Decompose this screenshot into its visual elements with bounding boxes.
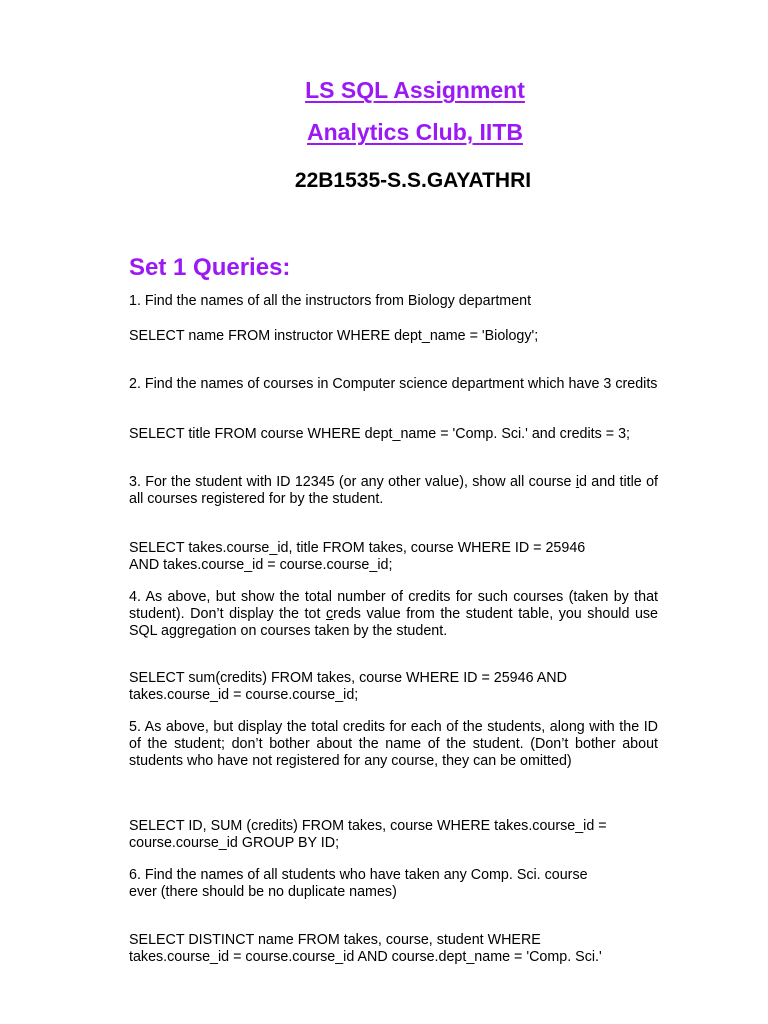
sql-5-line-1: SELECT ID, SUM (credits) FROM takes, course WHERE takes.course_id = [129,818,607,834]
question-5: 5. As above, but display the total credits for each of the students, along with the ID of the student; don’t bother about the name of the student. (Don’t bother about students who have not registered for any course, they can be omitted) [129,719,658,769]
question-3-underlined: i [575,474,580,490]
sql-2: SELECT title FROM course WHERE dept_name = 'Comp. Sci.' and credits = 3; [129,426,631,442]
sql-4-line-2: takes.course_id = course.course_id; [129,687,359,703]
section-heading: Set 1 Queries: [129,254,291,281]
sql-6-line-2: takes.course_id = course.course_id AND course.dept_name = 'Comp. Sci.' [129,949,602,965]
question-4-text-a: 4. As above, but show the total number of credits for such courses (taken by that student). Don’t display the tot [129,589,658,622]
question-6-line-1: 6. Find the names of all students who have taken any Comp. Sci. course [129,867,588,883]
author-line: 22B1535-S.S.GAYATHRI [294,169,532,192]
question-4-text-b: reds value from the student table, you should use SQL aggregation on courses taken by the student. [129,606,659,639]
question-3 [129,474,658,508]
question-6-line-2: ever (there should be no duplicate names) [129,884,397,900]
sql-6-line-1: SELECT DISTINCT name FROM takes, course, student WHERE [129,932,541,948]
document-subtitle: Analytics Club, IITB [307,119,523,145]
question-1: 1. Find the names of all the instructors from Biology department [129,293,532,309]
question-3-text-a: 3. For the student with ID 12345 (or any other value), show all course [129,474,576,490]
sql-3-line-2: AND takes.course_id = course.course_id; [129,557,393,573]
sql-4-line-1: SELECT sum(credits) FROM takes, course WHERE ID = 25946 AND [129,670,567,686]
question-3-text-b: d and title of all courses registered for by the student. [129,474,658,507]
question-4-underlined: c [325,606,334,622]
sql-3-line-1: SELECT takes.course_id, title FROM takes, course WHERE ID = 25946 [129,540,586,556]
question-2: 2. Find the names of courses in Computer science department which have 3 credits [129,376,658,392]
sql-5-line-2: course.course_id GROUP BY ID; [129,835,340,851]
question-4 [129,589,658,640]
document-title: LS SQL Assignment [305,77,525,103]
sql-1: SELECT name FROM instructor WHERE dept_name = 'Biology'; [129,328,539,344]
